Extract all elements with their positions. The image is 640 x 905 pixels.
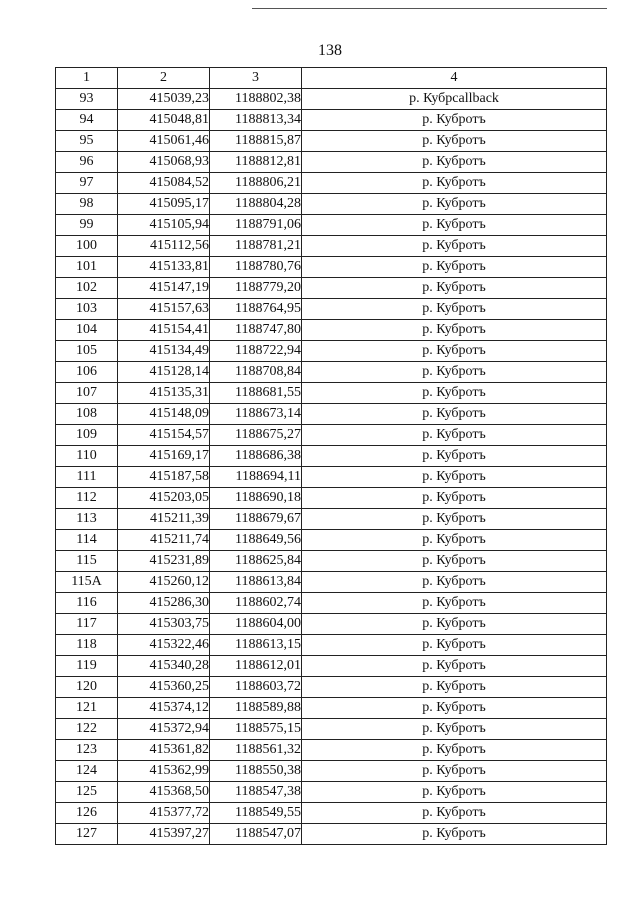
description-cell: р. Кубротъ bbox=[302, 383, 607, 404]
y-coordinate-cell: 1188804,28 bbox=[210, 194, 302, 215]
point-number-cell: 124 bbox=[56, 761, 118, 782]
table-row bbox=[56, 803, 607, 824]
description-cell: р. Кубротъ bbox=[302, 698, 607, 719]
point-number-cell: 102 bbox=[56, 278, 118, 299]
point-number-cell: 93 bbox=[56, 89, 118, 110]
point-number-cell: 106 bbox=[56, 362, 118, 383]
table-row bbox=[56, 509, 607, 530]
table-row bbox=[56, 677, 607, 698]
table-row bbox=[56, 341, 607, 362]
y-coordinate-cell: 1188589,88 bbox=[210, 698, 302, 719]
y-coordinate-cell: 1188764,95 bbox=[210, 299, 302, 320]
y-coordinate-cell: 1188549,55 bbox=[210, 803, 302, 824]
point-number-cell: 117 bbox=[56, 614, 118, 635]
y-coordinate-cell: 1188649,56 bbox=[210, 530, 302, 551]
point-number-cell: 100 bbox=[56, 236, 118, 257]
point-number-cell: 114 bbox=[56, 530, 118, 551]
point-number-cell: 103 bbox=[56, 299, 118, 320]
table-row bbox=[56, 257, 607, 278]
table-row bbox=[56, 488, 607, 509]
table-header-row bbox=[56, 68, 607, 89]
x-coordinate-cell: 415157,63 bbox=[118, 299, 210, 320]
point-number-cell: 101 bbox=[56, 257, 118, 278]
table-row bbox=[56, 299, 607, 320]
point-number-cell: 95 bbox=[56, 131, 118, 152]
description-cell: р. Кубротъ bbox=[302, 614, 607, 635]
table-row bbox=[56, 110, 607, 131]
table-row bbox=[56, 551, 607, 572]
x-coordinate-cell: 415154,41 bbox=[118, 320, 210, 341]
table-row bbox=[56, 698, 607, 719]
description-cell: р. Кубротъ bbox=[302, 761, 607, 782]
y-coordinate-cell: 1188747,80 bbox=[210, 320, 302, 341]
x-coordinate-cell: 415211,74 bbox=[118, 530, 210, 551]
point-number-cell: 96 bbox=[56, 152, 118, 173]
description-cell: р. Кубротъ bbox=[302, 131, 607, 152]
table-row bbox=[56, 782, 607, 803]
point-number-cell: 118 bbox=[56, 635, 118, 656]
description-cell: р. Кубротъ bbox=[302, 551, 607, 572]
y-coordinate-cell: 1188550,38 bbox=[210, 761, 302, 782]
point-number-cell: 115 bbox=[56, 551, 118, 572]
coordinates-table bbox=[55, 67, 607, 845]
description-cell: р. Кубротъ bbox=[302, 656, 607, 677]
y-coordinate-cell: 1188813,34 bbox=[210, 110, 302, 131]
x-coordinate-cell: 415068,93 bbox=[118, 152, 210, 173]
y-coordinate-cell: 1188612,01 bbox=[210, 656, 302, 677]
x-coordinate-cell: 415211,39 bbox=[118, 509, 210, 530]
x-coordinate-cell: 415187,58 bbox=[118, 467, 210, 488]
point-number-cell: 109 bbox=[56, 425, 118, 446]
table-row bbox=[56, 362, 607, 383]
table-row bbox=[56, 215, 607, 236]
y-coordinate-cell: 1188791,06 bbox=[210, 215, 302, 236]
point-number-cell: 94 bbox=[56, 110, 118, 131]
table-row bbox=[56, 635, 607, 656]
y-coordinate-cell: 1188679,67 bbox=[210, 509, 302, 530]
description-cell: р. Кубротъ bbox=[302, 173, 607, 194]
table-row bbox=[56, 131, 607, 152]
y-coordinate-cell: 1188613,15 bbox=[210, 635, 302, 656]
x-coordinate-cell: 415039,23 bbox=[118, 89, 210, 110]
description-cell: р. Кубрcallback bbox=[302, 89, 607, 110]
point-number-cell: 115А bbox=[56, 572, 118, 593]
description-cell: р. Кубротъ bbox=[302, 719, 607, 740]
table-row bbox=[56, 530, 607, 551]
x-coordinate-cell: 415372,94 bbox=[118, 719, 210, 740]
table-row bbox=[56, 824, 607, 845]
description-cell: р. Кубротъ bbox=[302, 509, 607, 530]
point-number-cell: 120 bbox=[56, 677, 118, 698]
point-number-cell: 125 bbox=[56, 782, 118, 803]
y-coordinate-cell: 1188802,38 bbox=[210, 89, 302, 110]
point-number-cell: 116 bbox=[56, 593, 118, 614]
y-coordinate-cell: 1188561,32 bbox=[210, 740, 302, 761]
y-coordinate-cell: 1188686,38 bbox=[210, 446, 302, 467]
description-cell: р. Кубротъ bbox=[302, 152, 607, 173]
description-cell: р. Кубротъ bbox=[302, 824, 607, 845]
point-number-cell: 110 bbox=[56, 446, 118, 467]
x-coordinate-cell: 415112,56 bbox=[118, 236, 210, 257]
table-row bbox=[56, 467, 607, 488]
description-cell: р. Кубротъ bbox=[302, 593, 607, 614]
y-coordinate-cell: 1188779,20 bbox=[210, 278, 302, 299]
point-number-cell: 126 bbox=[56, 803, 118, 824]
table-row bbox=[56, 278, 607, 299]
point-number-cell: 111 bbox=[56, 467, 118, 488]
x-coordinate-cell: 415134,49 bbox=[118, 341, 210, 362]
table-row bbox=[56, 719, 607, 740]
description-cell: р. Кубротъ bbox=[302, 635, 607, 656]
table-row bbox=[56, 761, 607, 782]
y-coordinate-cell: 1188694,11 bbox=[210, 467, 302, 488]
y-coordinate-cell: 1188604,00 bbox=[210, 614, 302, 635]
x-coordinate-cell: 415360,25 bbox=[118, 677, 210, 698]
table-row bbox=[56, 194, 607, 215]
description-cell: р. Кубротъ bbox=[302, 215, 607, 236]
x-coordinate-cell: 415374,12 bbox=[118, 698, 210, 719]
table-row bbox=[56, 572, 607, 593]
description-cell: р. Кубротъ bbox=[302, 782, 607, 803]
point-number-cell: 97 bbox=[56, 173, 118, 194]
x-coordinate-cell: 415154,57 bbox=[118, 425, 210, 446]
y-coordinate-cell: 1188681,55 bbox=[210, 383, 302, 404]
x-coordinate-cell: 415303,75 bbox=[118, 614, 210, 635]
y-coordinate-cell: 1188602,74 bbox=[210, 593, 302, 614]
point-number-cell: 98 bbox=[56, 194, 118, 215]
description-cell: р. Кубротъ bbox=[302, 110, 607, 131]
description-cell: р. Кубротъ bbox=[302, 404, 607, 425]
y-coordinate-cell: 1188575,15 bbox=[210, 719, 302, 740]
x-coordinate-cell: 415260,12 bbox=[118, 572, 210, 593]
y-coordinate-cell: 1188673,14 bbox=[210, 404, 302, 425]
description-cell: р. Кубротъ bbox=[302, 320, 607, 341]
description-cell: р. Кубротъ bbox=[302, 278, 607, 299]
point-number-cell: 108 bbox=[56, 404, 118, 425]
y-coordinate-cell: 1188806,21 bbox=[210, 173, 302, 194]
description-cell: р. Кубротъ bbox=[302, 362, 607, 383]
table-row bbox=[56, 383, 607, 404]
table-row bbox=[56, 593, 607, 614]
y-coordinate-cell: 1188675,27 bbox=[210, 425, 302, 446]
x-coordinate-cell: 415362,99 bbox=[118, 761, 210, 782]
x-coordinate-cell: 415105,94 bbox=[118, 215, 210, 236]
description-cell: р. Кубротъ bbox=[302, 446, 607, 467]
table-row bbox=[56, 425, 607, 446]
x-coordinate-cell: 415128,14 bbox=[118, 362, 210, 383]
table-row bbox=[56, 656, 607, 677]
point-number-cell: 112 bbox=[56, 488, 118, 509]
table-row bbox=[56, 404, 607, 425]
description-cell: р. Кубротъ bbox=[302, 425, 607, 446]
x-coordinate-cell: 415368,50 bbox=[118, 782, 210, 803]
point-number-cell: 105 bbox=[56, 341, 118, 362]
description-cell: р. Кубротъ bbox=[302, 740, 607, 761]
table-row bbox=[56, 740, 607, 761]
x-coordinate-cell: 415147,19 bbox=[118, 278, 210, 299]
point-number-cell: 119 bbox=[56, 656, 118, 677]
point-number-cell: 121 bbox=[56, 698, 118, 719]
description-cell: р. Кубротъ bbox=[302, 467, 607, 488]
point-number-cell: 113 bbox=[56, 509, 118, 530]
table-row bbox=[56, 614, 607, 635]
x-coordinate-cell: 415133,81 bbox=[118, 257, 210, 278]
column-header-4: 4 bbox=[302, 68, 607, 89]
point-number-cell: 99 bbox=[56, 215, 118, 236]
y-coordinate-cell: 1188780,76 bbox=[210, 257, 302, 278]
description-cell: р. Кубротъ bbox=[302, 677, 607, 698]
description-cell: р. Кубротъ bbox=[302, 341, 607, 362]
y-coordinate-cell: 1188690,18 bbox=[210, 488, 302, 509]
x-coordinate-cell: 415095,17 bbox=[118, 194, 210, 215]
y-coordinate-cell: 1188781,21 bbox=[210, 236, 302, 257]
table-row bbox=[56, 173, 607, 194]
x-coordinate-cell: 415340,28 bbox=[118, 656, 210, 677]
table-row bbox=[56, 89, 607, 110]
description-cell: р. Кубротъ bbox=[302, 257, 607, 278]
description-cell: р. Кубротъ bbox=[302, 236, 607, 257]
y-coordinate-cell: 1188812,81 bbox=[210, 152, 302, 173]
y-coordinate-cell: 1188547,38 bbox=[210, 782, 302, 803]
x-coordinate-cell: 415135,31 bbox=[118, 383, 210, 404]
x-coordinate-cell: 415169,17 bbox=[118, 446, 210, 467]
y-coordinate-cell: 1188625,84 bbox=[210, 551, 302, 572]
table-row bbox=[56, 152, 607, 173]
x-coordinate-cell: 415048,81 bbox=[118, 110, 210, 131]
point-number-cell: 122 bbox=[56, 719, 118, 740]
description-cell: р. Кубротъ bbox=[302, 530, 607, 551]
description-cell: р. Кубротъ bbox=[302, 572, 607, 593]
table-body bbox=[56, 89, 607, 845]
y-coordinate-cell: 1188722,94 bbox=[210, 341, 302, 362]
y-coordinate-cell: 1188613,84 bbox=[210, 572, 302, 593]
x-coordinate-cell: 415084,52 bbox=[118, 173, 210, 194]
table-row bbox=[56, 236, 607, 257]
y-coordinate-cell: 1188603,72 bbox=[210, 677, 302, 698]
x-coordinate-cell: 415061,46 bbox=[118, 131, 210, 152]
point-number-cell: 127 bbox=[56, 824, 118, 845]
x-coordinate-cell: 415377,72 bbox=[118, 803, 210, 824]
table-row bbox=[56, 320, 607, 341]
y-coordinate-cell: 1188708,84 bbox=[210, 362, 302, 383]
x-coordinate-cell: 415203,05 bbox=[118, 488, 210, 509]
y-coordinate-cell: 1188547,07 bbox=[210, 824, 302, 845]
description-cell: р. Кубротъ bbox=[302, 488, 607, 509]
top-rule bbox=[252, 8, 607, 9]
x-coordinate-cell: 415286,30 bbox=[118, 593, 210, 614]
table-row bbox=[56, 446, 607, 467]
description-cell: р. Кубротъ bbox=[302, 194, 607, 215]
page-number: 138 bbox=[318, 42, 342, 59]
x-coordinate-cell: 415322,46 bbox=[118, 635, 210, 656]
column-header-3: 3 bbox=[210, 68, 302, 89]
y-coordinate-cell: 1188815,87 bbox=[210, 131, 302, 152]
x-coordinate-cell: 415231,89 bbox=[118, 551, 210, 572]
point-number-cell: 104 bbox=[56, 320, 118, 341]
x-coordinate-cell: 415397,27 bbox=[118, 824, 210, 845]
x-coordinate-cell: 415361,82 bbox=[118, 740, 210, 761]
point-number-cell: 107 bbox=[56, 383, 118, 404]
column-header-2: 2 bbox=[118, 68, 210, 89]
description-cell: р. Кубротъ bbox=[302, 299, 607, 320]
description-cell: р. Кубротъ bbox=[302, 803, 607, 824]
x-coordinate-cell: 415148,09 bbox=[118, 404, 210, 425]
column-header-1: 1 bbox=[56, 68, 118, 89]
point-number-cell: 123 bbox=[56, 740, 118, 761]
